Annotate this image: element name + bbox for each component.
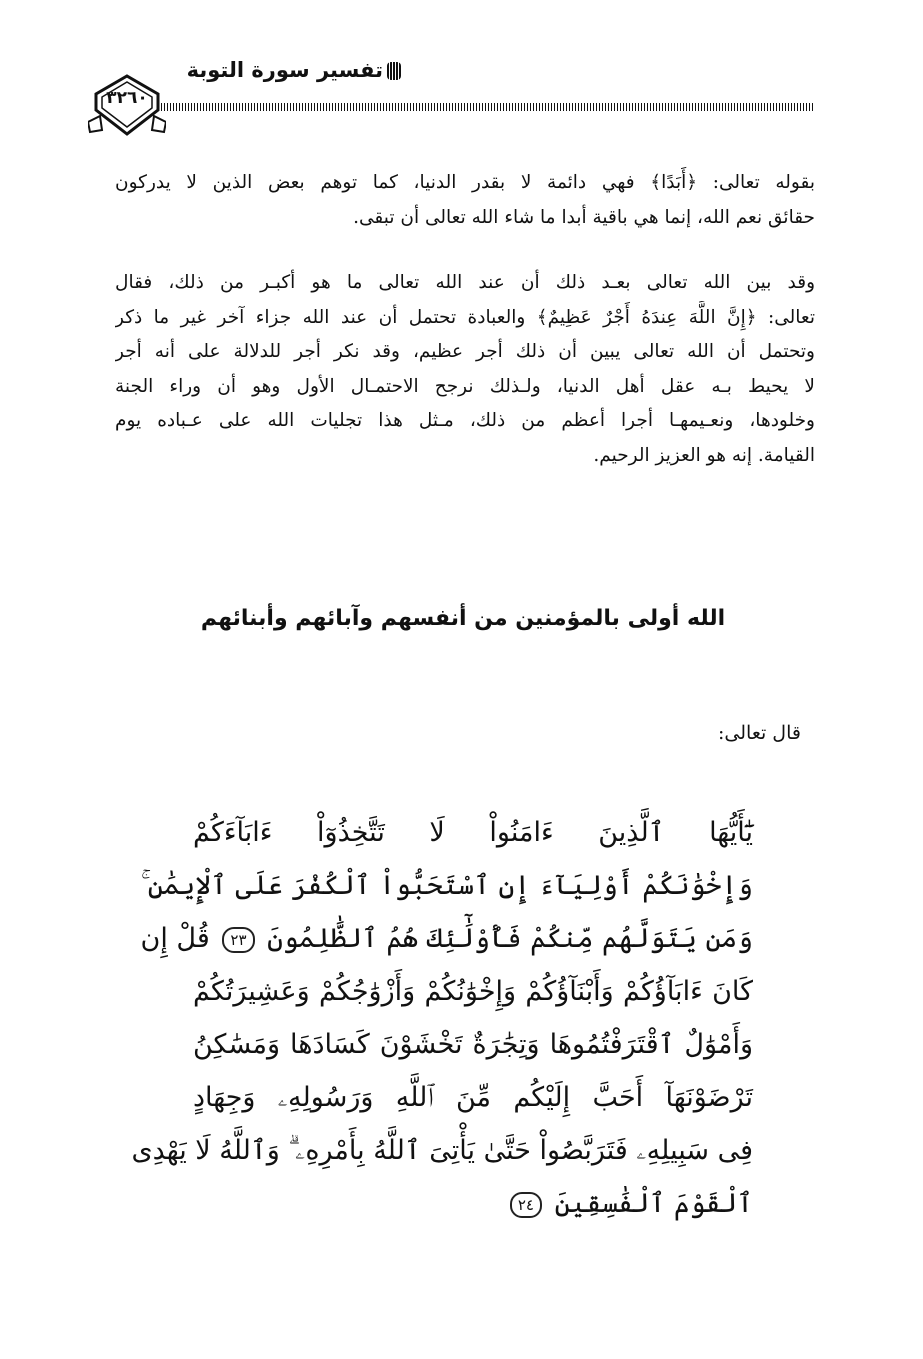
paragraph-line: لا يحيط بـه عقل أهل الدنيا، ولـذلك نرجح الاحتمـال الأول وهو أن وراء الجنة	[115, 375, 815, 397]
paragraph-line: القيامة. إنه هو العزيز الرحيم.	[593, 444, 815, 466]
page-number-badge	[88, 72, 166, 142]
paragraph-line: حقائق نعم الله، إنما هي باقية أبدا ما شاء الله تعالى أن تبقى.	[353, 206, 815, 228]
quote-lead-in: قال تعالى:	[718, 722, 801, 744]
running-header-title: تفسير سورة التوبة	[186, 58, 383, 82]
section-heading: الله أولى بالمؤمنين من أنفسهم وآبائهم وأبنائهم	[200, 606, 726, 631]
quran-line: فِى سَبِيلِهِۦ فَتَرَبَّصُواْ حَتَّىٰ يَأْتِىَ ٱللَّهُ بِأَمْرِهِۦ ۗ وَٱللَّهُ لَا يَهْدِى	[131, 1135, 753, 1166]
quran-line: وَأَمْوَٰلٌ ٱقْتَرَفْتُمُوهَا وَتِجَٰرَةٌ تَخْشَوْنَ كَسَادَهَا وَمَسَٰكِنُ	[193, 1029, 753, 1060]
paragraph-1	[115, 166, 815, 235]
paragraph-line: تعالى: ﴿إِنَّ اللَّهَ عِندَهُ أَجْرٌ عَظِيمٌ﴾ والعبادة تحتمل أن عند الله جزاء آخر غير ما ذكر	[115, 306, 815, 328]
quran-line: كَانَ ءَابَآؤُكُمْ وَأَبْنَآؤُكُمْ وَإِخْوَٰنُكُمْ وَأَزْوَٰجُكُمْ وَعَشِيرَتُكُمْ	[193, 976, 753, 1007]
quran-line: وَإِخْوَٰنَكُمْ أَوْلِيَآءَ إِنِ ٱسْتَحَبُّواْ ٱلْكُفْرَ عَلَى ٱلْإِيمَٰنِ ۚ	[141, 870, 753, 901]
quran-line-8	[193, 1177, 753, 1230]
quran-line-text: ٱلْقَوْمَ ٱلْفَٰسِقِينَ	[554, 1188, 753, 1219]
quran-line: يَٰٓأَيُّهَا ٱلَّذِينَ ءَامَنُواْ لَا تَتَّخِذُوٓاْ ءَابَآءَكُمْ	[193, 817, 753, 848]
paragraph-line: وتحتمل أن الله تعالى يبين أن ذلك أجر عظيم، وقد نكر أجر للدلالة على أنه أجر	[115, 341, 815, 362]
quran-verses	[131, 806, 753, 1230]
paragraph-line: وخلودها، ونعـيمهـا أجرا أعظم من ذلك، مـثل هذا تجليات الله على عـباده يوم	[115, 410, 815, 431]
header-ornament-icon	[387, 62, 401, 80]
ayah-number-marker: ٢٤	[510, 1192, 542, 1218]
ayah-number-marker: ٢٣	[222, 927, 254, 953]
quran-line-3	[140, 912, 753, 965]
header-rule	[104, 103, 815, 111]
paragraph-line: بقوله تعالى: ﴿أَبَدًا﴾ فهي دائمة لا بقدر الدنيا، كما توهم بعض الذين لا يدركون	[115, 172, 815, 193]
quran-line: تَرْضَوْنَهَآ أَحَبَّ إِلَيْكُم مِّنَ ٱللَّهِ وَرَسُولِهِۦ وَجِهَادٍ	[193, 1082, 753, 1113]
quran-line-tail: قُلْ إِن	[140, 923, 210, 954]
paragraph-2	[115, 266, 815, 473]
paragraph-line: وقد بين الله تعالى بعـد ذلك أن عند الله تعالى ما هو أكبـر من ذلك، فقال	[115, 272, 815, 293]
page-number: ٣٢٦٠	[106, 88, 148, 108]
quran-line-text: وَمَن يَتَوَلَّهُم مِّنكُمْ فَأُوْلَٰٓئِكَ هُمُ ٱلظَّٰلِمُونَ	[267, 923, 753, 954]
